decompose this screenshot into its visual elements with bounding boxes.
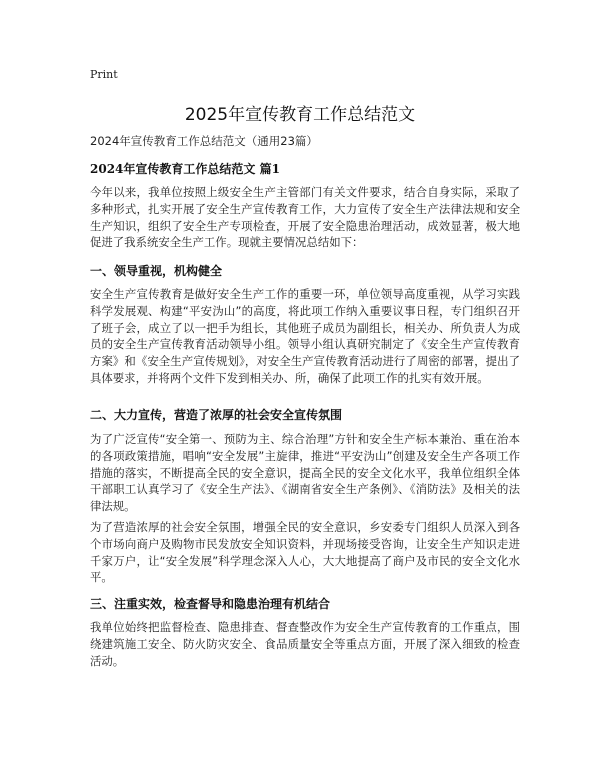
document-subtitle: 2024年宣传教育工作总结范文（通用23篇） [90,134,318,148]
page-title: 2025年宣传教育工作总结范文 [184,105,416,125]
intro-paragraph: 今年以来，我单位按照上级安全生产主管部门有关文件要求，结合自身实际，采取了多种形式，扎实开展了安全生产宣传教育工作，大力宣传了安全生产法律法规和安全生产知识，组织了安全生产专项检查，开展了安全隐患治理活动，成效显著，极大地促进了我系统安全生产工作。现就主要情况总结如下： [90,185,520,250]
section-3-paragraph: 我单位始终把监督检查、隐患排查、督查整改作为安全生产宣传教育的工作重点，围绕建筑施工安全、防火防灾安全、食品质量安全等重点方面，开展了深入细致的检查活动。 [90,620,520,668]
print-link[interactable]: Print [90,68,118,81]
section-2-paragraph-2: 为了营造浓厚的社会安全氛围，增强全民的安全意识，乡安委专门组织人员深入到各个市场向商户及购物市民发放安全知识资料，并现场接受咨询，让安全生产知识走进千家万户，让“安全发展”科学理念深入人心，大大地提高了商户及市民的安全文化水平。 [90,520,520,585]
section-1-paragraph: 安全生产宣传教育是做好安全生产工作的重要一环，单位领导高度重视，从学习实践科学发展观、构建“平安沩山”的高度，将此项工作纳入重要议事日程，专门组织召开了班子会，成立了以一把手为组长，其他班子成员为副组长，相关办、所负责人为成员的安全生产宣传教育活动领导小组。领导小组认真研究制定了《安全生产宣传教育方案》和《安全生产宣传规划》，对安全生产宣传教育活动进行了周密的部署，提出了具体要求，并将两个文件下发到相关办、所，确保了此项工作的扎实有效开展。 [90,287,520,385]
section-2-title: 二、大力宣传，营造了浓厚的社会安全宣传氛围 [90,408,343,422]
section-3-title: 三、注重实效，检查督导和隐患治理有机结合 [90,597,331,611]
section-2-paragraph-1: 为了广泛宣传“安全第一、预防为主、综合治理”方针和安全生产标本兼治、重在治本的各项政策措施，唱响“安全发展”主旋律，推进“平安沩山”创建及安全生产各项工作措施的落实，不断提高全民的安全意识，提高全民的安全文化水平，我单位组织全体干部职工认真学习了《安全生产法》、《湖南省安全生产条例》、《消防法》及相关的法律法规。 [90,432,520,514]
article-heading: 2024年宣传教育工作总结范文 篇1 [90,162,280,176]
section-1-title: 一、领导重视，机构健全 [90,264,223,278]
